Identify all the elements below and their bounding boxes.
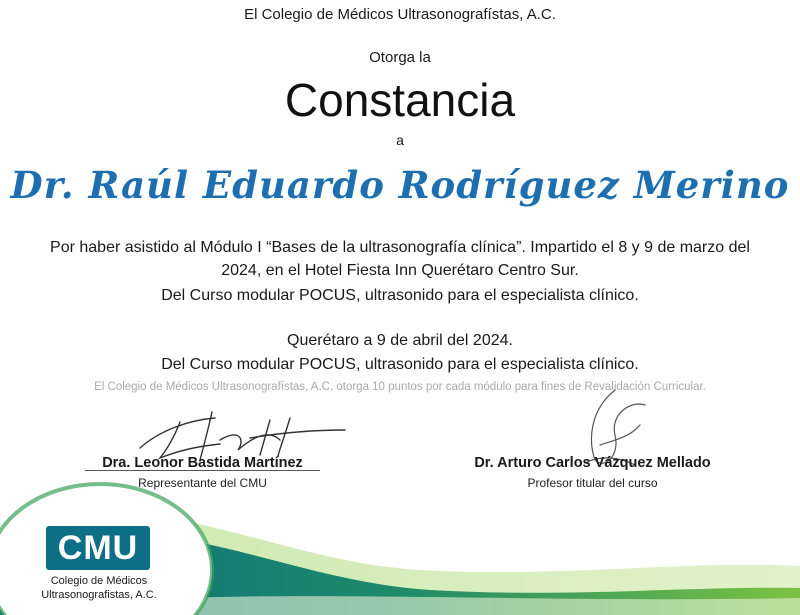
cmu-logo-line2: Ultrasonografistas, A.C. (41, 589, 157, 601)
cmu-logo-line1: Colegio de Médicos (50, 575, 148, 587)
body-line-3: Del Curso modular POCUS, ultrasonido para el especialista clínico. (161, 287, 639, 304)
signer-role-left: Representante del CMU (138, 476, 267, 490)
connector-label: a (396, 132, 404, 148)
certificate-title: Constancia (284, 74, 516, 126)
body-line-1: Por haber asistido al Módulo I “Bases de la ultrasonografía clínica”. Impartido el 8 y 9 de marzo del (50, 239, 750, 256)
course-repeat-line: Del Curso modular POCUS, ultrasonido para el especialista clínico. (161, 356, 639, 373)
body-line-2: 2024, en el Hotel Fiesta Inn Querétaro Centro Sur. (221, 262, 579, 279)
revalidation-note: El Colegio de Médicos Ultrasonografístas, A.C. otorga 10 puntos por cada módulo para fines de Revalidación Curricular. (94, 381, 706, 393)
signer-name-left: Dra. Leonor Bastida Martínez (102, 455, 303, 471)
cmu-logo-acronym: CMU (57, 529, 139, 567)
issuer-name: El Colegio de Médicos Ultrasonografístas, A.C. (244, 6, 556, 23)
place-date: Querétaro a 9 de abril del 2024. (287, 332, 513, 349)
grants-label: Otorga la (369, 49, 431, 66)
signer-role-right: Profesor titular del curso (527, 476, 658, 490)
recipient-name: Dr. Raúl Eduardo Rodríguez Merino (10, 163, 790, 207)
signer-name-right: Dr. Arturo Carlos Vázquez Mellado (474, 455, 711, 471)
